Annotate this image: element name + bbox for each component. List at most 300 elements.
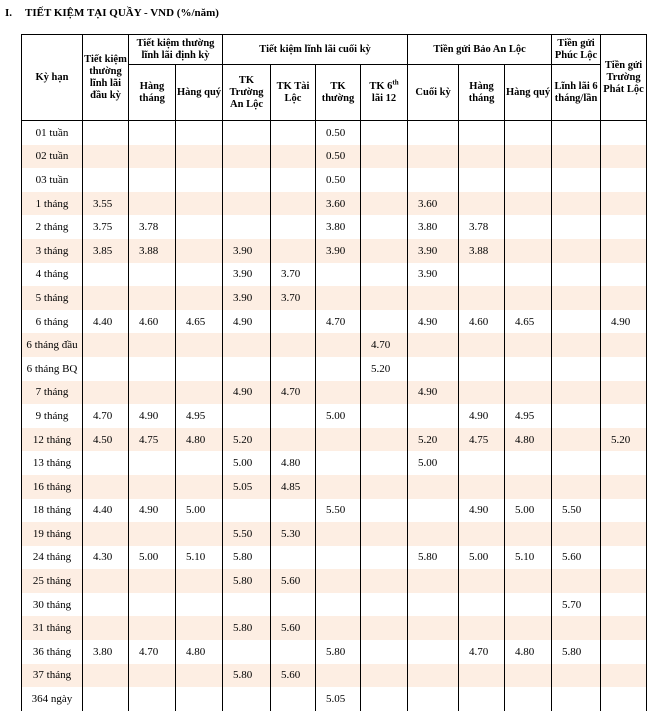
rate-cell: [505, 522, 552, 546]
table-row: [22, 263, 647, 287]
rate-cell: 3.80: [408, 215, 459, 239]
rate-cell: [176, 357, 223, 381]
rate-cell: 3.88: [129, 239, 176, 263]
rate-cell: 3.70: [271, 286, 316, 310]
rate-cell: [408, 499, 459, 523]
rate-cell: [601, 687, 647, 711]
rate-cell: 4.95: [505, 404, 552, 428]
rate-cell: [459, 333, 505, 357]
term-cell: 30 tháng: [22, 593, 83, 617]
rate-cell: [361, 569, 408, 593]
term-cell: 6 tháng BQ: [22, 357, 83, 381]
rate-cell: 3.78: [459, 215, 505, 239]
rate-cell: 5.05: [316, 687, 361, 711]
rate-cell: 4.90: [601, 310, 647, 334]
term-cell: 6 tháng: [22, 310, 83, 334]
table-row: [22, 546, 647, 570]
rate-cell: [176, 215, 223, 239]
rate-cell: 3.55: [83, 192, 129, 216]
rate-cell: [601, 499, 647, 523]
rate-cell: [459, 121, 505, 145]
rate-cell: [129, 357, 176, 381]
rate-cell: [552, 428, 601, 452]
rate-cell: [552, 404, 601, 428]
rate-cell: [316, 428, 361, 452]
rate-cell: [176, 522, 223, 546]
rate-cell: [129, 475, 176, 499]
header-term: Kỳ hạn: [22, 35, 83, 121]
rate-cell: [83, 263, 129, 287]
rate-cell: 4.70: [361, 333, 408, 357]
rate-cell: [552, 215, 601, 239]
rate-cell: [83, 451, 129, 475]
savings-rate-table: [21, 34, 647, 711]
rate-cell: [552, 381, 601, 405]
rate-table-body: [22, 121, 647, 711]
table-row: [22, 616, 647, 640]
rate-cell: [271, 357, 316, 381]
rate-cell: 5.00: [459, 546, 505, 570]
rate-cell: [505, 215, 552, 239]
rate-cell: [176, 593, 223, 617]
rate-cell: [176, 333, 223, 357]
rate-cell: [271, 428, 316, 452]
rate-cell: [601, 593, 647, 617]
table-row: [22, 664, 647, 688]
rate-cell: [176, 569, 223, 593]
rate-cell: 4.90: [223, 310, 271, 334]
term-cell: 5 tháng: [22, 286, 83, 310]
rate-cell: 3.90: [408, 263, 459, 287]
rate-cell: 4.80: [271, 451, 316, 475]
term-cell: 16 tháng: [22, 475, 83, 499]
table-row: [22, 333, 647, 357]
rate-cell: 4.90: [459, 499, 505, 523]
term-cell: 12 tháng: [22, 428, 83, 452]
rate-cell: 5.50: [316, 499, 361, 523]
rate-cell: 4.80: [176, 428, 223, 452]
rate-cell: [176, 286, 223, 310]
rate-cell: [129, 192, 176, 216]
rate-cell: [361, 263, 408, 287]
table-row: [22, 640, 647, 664]
rate-cell: [552, 263, 601, 287]
rate-cell: [552, 687, 601, 711]
term-cell: 13 tháng: [22, 451, 83, 475]
rate-cell: [83, 664, 129, 688]
rate-cell: [271, 333, 316, 357]
rate-cell: 4.90: [459, 404, 505, 428]
rate-cell: [316, 286, 361, 310]
table-row: [22, 404, 647, 428]
table-row: [22, 310, 647, 334]
term-cell: 2 tháng: [22, 215, 83, 239]
rate-cell: [223, 593, 271, 617]
rate-cell: [129, 333, 176, 357]
rate-cell: [505, 145, 552, 169]
rate-cell: [552, 616, 601, 640]
rate-cell: [223, 357, 271, 381]
rate-cell: 4.80: [176, 640, 223, 664]
rate-cell: 3.90: [223, 239, 271, 263]
rate-cell: [552, 310, 601, 334]
rate-cell: [505, 569, 552, 593]
rate-cell: [176, 664, 223, 688]
rate-cell: [459, 286, 505, 310]
rate-cell: 4.70: [316, 310, 361, 334]
rate-cell: 5.00: [505, 499, 552, 523]
rate-cell: [316, 381, 361, 405]
rate-cell: [83, 381, 129, 405]
rate-cell: [601, 121, 647, 145]
rate-cell: 5.60: [552, 546, 601, 570]
term-cell: 36 tháng: [22, 640, 83, 664]
header-group-bao-an-loc: Tiền gửi Bảo An Lộc: [408, 35, 552, 65]
rate-cell: [176, 451, 223, 475]
rate-cell: [361, 145, 408, 169]
rate-cell: [505, 239, 552, 263]
rate-cell: [361, 381, 408, 405]
term-cell: 24 tháng: [22, 546, 83, 570]
rate-cell: [601, 168, 647, 192]
rate-cell: [361, 451, 408, 475]
rate-cell: 3.90: [316, 239, 361, 263]
rate-cell: [83, 168, 129, 192]
rate-cell: [83, 357, 129, 381]
table-row: [22, 569, 647, 593]
table-row: [22, 475, 647, 499]
header-tk-6th: TK 6th lãi 12: [361, 65, 408, 121]
term-cell: 7 tháng: [22, 381, 83, 405]
rate-cell: 4.70: [83, 404, 129, 428]
rate-cell: [223, 404, 271, 428]
rate-cell: 5.20: [601, 428, 647, 452]
rate-cell: [552, 357, 601, 381]
rate-cell: [129, 263, 176, 287]
rate-cell: [83, 593, 129, 617]
rate-cell: [601, 192, 647, 216]
table-row: [22, 381, 647, 405]
rate-cell: [408, 593, 459, 617]
rate-cell: [408, 168, 459, 192]
rate-cell: [459, 145, 505, 169]
table-row: [22, 168, 647, 192]
rate-cell: [552, 451, 601, 475]
rate-cell: [176, 239, 223, 263]
rate-cell: [408, 569, 459, 593]
rate-cell: [223, 640, 271, 664]
rate-cell: [271, 687, 316, 711]
rate-cell: [459, 192, 505, 216]
rate-cell: [176, 381, 223, 405]
rate-cell: [459, 263, 505, 287]
rate-cell: 4.30: [83, 546, 129, 570]
rate-cell: 5.80: [316, 640, 361, 664]
rate-cell: [361, 664, 408, 688]
rate-cell: 5.00: [129, 546, 176, 570]
rate-cell: [361, 428, 408, 452]
header-bao-end: Cuối kỳ: [408, 65, 459, 121]
rate-cell: [129, 121, 176, 145]
rate-cell: [505, 664, 552, 688]
rate-cell: 5.00: [408, 451, 459, 475]
header-periodic-quarterly: Hàng quý: [176, 65, 223, 121]
header-bao-quarterly: Hàng quý: [505, 65, 552, 121]
rate-cell: [601, 546, 647, 570]
rate-cell: [83, 333, 129, 357]
header-regular-upfront: Tiết kiệm thường lĩnh lãi đầu kỳ: [83, 35, 129, 121]
rate-cell: 4.80: [505, 640, 552, 664]
rate-cell: 4.50: [83, 428, 129, 452]
rate-cell: [459, 475, 505, 499]
rate-cell: [271, 192, 316, 216]
table-row: [22, 357, 647, 381]
section-heading: [5, 7, 219, 19]
rate-cell: 4.70: [271, 381, 316, 405]
rate-cell: [223, 333, 271, 357]
rate-cell: 3.70: [271, 263, 316, 287]
rate-cell: [316, 546, 361, 570]
term-cell: 37 tháng: [22, 664, 83, 688]
rate-cell: [505, 381, 552, 405]
rate-cell: 4.90: [408, 310, 459, 334]
header-bao-monthly: Hàng tháng: [459, 65, 505, 121]
rate-cell: [271, 239, 316, 263]
rate-cell: [223, 168, 271, 192]
rate-cell: 5.20: [361, 357, 408, 381]
term-cell: 02 tuần: [22, 145, 83, 169]
header-tk-thuong: TK thường: [316, 65, 361, 121]
rate-cell: [316, 263, 361, 287]
section-number: I.: [5, 7, 13, 19]
rate-cell: [361, 404, 408, 428]
rate-cell: 0.50: [316, 145, 361, 169]
rate-cell: [505, 451, 552, 475]
rate-cell: [361, 286, 408, 310]
rate-cell: 5.80: [223, 616, 271, 640]
rate-cell: [83, 569, 129, 593]
rate-cell: [601, 215, 647, 239]
header-phuc-loc-sub: Lĩnh lãi 6 tháng/lần: [552, 65, 601, 121]
rate-cell: [408, 475, 459, 499]
rate-cell: [129, 451, 176, 475]
rate-cell: [361, 215, 408, 239]
rate-cell: [552, 522, 601, 546]
rate-cell: 4.90: [129, 499, 176, 523]
term-cell: 03 tuần: [22, 168, 83, 192]
rate-cell: [176, 263, 223, 287]
table-row: [22, 687, 647, 711]
header-group-phuc-loc: Tiền gửi Phúc Lộc: [552, 35, 601, 65]
rate-cell: [601, 451, 647, 475]
term-cell: 18 tháng: [22, 499, 83, 523]
term-cell: 19 tháng: [22, 522, 83, 546]
rate-cell: [459, 616, 505, 640]
rate-cell: 3.90: [408, 239, 459, 263]
rate-cell: [459, 357, 505, 381]
rate-cell: [459, 664, 505, 688]
rate-cell: [408, 286, 459, 310]
rate-cell: 4.70: [129, 640, 176, 664]
rate-cell: [505, 192, 552, 216]
rate-cell: [83, 522, 129, 546]
rate-cell: 5.80: [223, 664, 271, 688]
rate-cell: [316, 593, 361, 617]
rate-cell: 5.10: [176, 546, 223, 570]
rate-cell: [408, 616, 459, 640]
rate-cell: 4.90: [223, 381, 271, 405]
header-tk-tai-loc: TK Tài Lộc: [271, 65, 316, 121]
rate-cell: [459, 381, 505, 405]
rate-cell: [601, 263, 647, 287]
rate-cell: 4.60: [459, 310, 505, 334]
rate-cell: [361, 522, 408, 546]
rate-cell: 3.90: [223, 286, 271, 310]
rate-cell: 4.75: [459, 428, 505, 452]
rate-cell: 3.60: [408, 192, 459, 216]
rate-cell: [505, 475, 552, 499]
rate-cell: [361, 593, 408, 617]
rate-cell: [176, 616, 223, 640]
rate-cell: 5.80: [223, 569, 271, 593]
rate-cell: [129, 381, 176, 405]
rate-cell: [459, 522, 505, 546]
header-group-periodic: Tiết kiệm thường lĩnh lãi định kỳ: [129, 35, 223, 65]
rate-cell: [271, 310, 316, 334]
rate-cell: [271, 499, 316, 523]
rate-cell: [83, 145, 129, 169]
rate-cell: 4.90: [408, 381, 459, 405]
term-cell: 6 tháng đầu: [22, 333, 83, 357]
rate-cell: [552, 333, 601, 357]
rate-cell: [505, 357, 552, 381]
rate-cell: [408, 640, 459, 664]
term-cell: 4 tháng: [22, 263, 83, 287]
rate-cell: 4.85: [271, 475, 316, 499]
rate-cell: [83, 687, 129, 711]
rate-cell: [552, 239, 601, 263]
rate-cell: 5.00: [223, 451, 271, 475]
rate-cell: [601, 616, 647, 640]
rate-cell: [361, 616, 408, 640]
rate-cell: 5.05: [223, 475, 271, 499]
rate-cell: 5.20: [408, 428, 459, 452]
rate-cell: [408, 664, 459, 688]
rate-cell: [601, 569, 647, 593]
rate-cell: [316, 451, 361, 475]
rate-cell: [271, 404, 316, 428]
rate-cell: 5.50: [552, 499, 601, 523]
rate-cell: [601, 522, 647, 546]
rate-cell: 3.88: [459, 239, 505, 263]
rate-cell: 5.00: [316, 404, 361, 428]
rate-cell: [505, 687, 552, 711]
rate-cell: [83, 121, 129, 145]
rate-cell: 5.80: [408, 546, 459, 570]
rate-cell: [176, 192, 223, 216]
rate-cell: 4.60: [129, 310, 176, 334]
rate-cell: [223, 215, 271, 239]
rate-cell: [129, 616, 176, 640]
rate-cell: [505, 593, 552, 617]
header-group-end-of-term: Tiết kiệm lĩnh lãi cuối kỳ: [223, 35, 408, 65]
rate-cell: [505, 263, 552, 287]
table-row: [22, 451, 647, 475]
rate-cell: [408, 404, 459, 428]
rate-cell: [316, 616, 361, 640]
rate-cell: 4.70: [459, 640, 505, 664]
rate-cell: [505, 168, 552, 192]
rate-cell: [601, 640, 647, 664]
rate-cell: [552, 475, 601, 499]
rate-cell: [361, 499, 408, 523]
rate-cell: [129, 286, 176, 310]
rate-cell: [552, 192, 601, 216]
rate-cell: 4.90: [129, 404, 176, 428]
rate-cell: [361, 640, 408, 664]
rate-cell: [601, 145, 647, 169]
rate-cell: 3.75: [83, 215, 129, 239]
rate-cell: [271, 145, 316, 169]
rate-cell: [129, 664, 176, 688]
term-cell: 25 tháng: [22, 569, 83, 593]
rate-cell: [176, 145, 223, 169]
rate-cell: [223, 499, 271, 523]
rate-cell: [361, 687, 408, 711]
rate-cell: [316, 357, 361, 381]
rate-cell: 4.75: [129, 428, 176, 452]
rate-cell: [361, 121, 408, 145]
rate-cell: [176, 687, 223, 711]
rate-cell: [271, 593, 316, 617]
rate-cell: [129, 522, 176, 546]
rate-cell: [601, 286, 647, 310]
rate-cell: [129, 145, 176, 169]
rate-cell: [408, 121, 459, 145]
rate-cell: [223, 687, 271, 711]
rate-cell: 4.40: [83, 499, 129, 523]
rate-cell: 3.80: [83, 640, 129, 664]
rate-cell: [552, 121, 601, 145]
rate-cell: 3.80: [316, 215, 361, 239]
rate-cell: [552, 168, 601, 192]
rate-cell: [505, 333, 552, 357]
rate-cell: [459, 451, 505, 475]
table-row: [22, 121, 647, 145]
table-row: [22, 192, 647, 216]
table-row: [22, 239, 647, 263]
rate-cell: [83, 616, 129, 640]
rate-cell: 5.80: [223, 546, 271, 570]
rate-cell: 4.40: [83, 310, 129, 334]
rate-cell: 5.30: [271, 522, 316, 546]
rate-cell: [83, 286, 129, 310]
rate-cell: [176, 475, 223, 499]
rate-cell: [601, 404, 647, 428]
term-cell: 364 ngày: [22, 687, 83, 711]
table-row: [22, 522, 647, 546]
rate-cell: [361, 310, 408, 334]
rate-cell: [408, 687, 459, 711]
rate-cell: [601, 664, 647, 688]
rate-cell: 4.95: [176, 404, 223, 428]
rate-cell: [316, 522, 361, 546]
rate-cell: [601, 381, 647, 405]
rate-cell: [271, 121, 316, 145]
rate-cell: [459, 168, 505, 192]
rate-cell: 0.50: [316, 121, 361, 145]
rate-cell: [408, 357, 459, 381]
